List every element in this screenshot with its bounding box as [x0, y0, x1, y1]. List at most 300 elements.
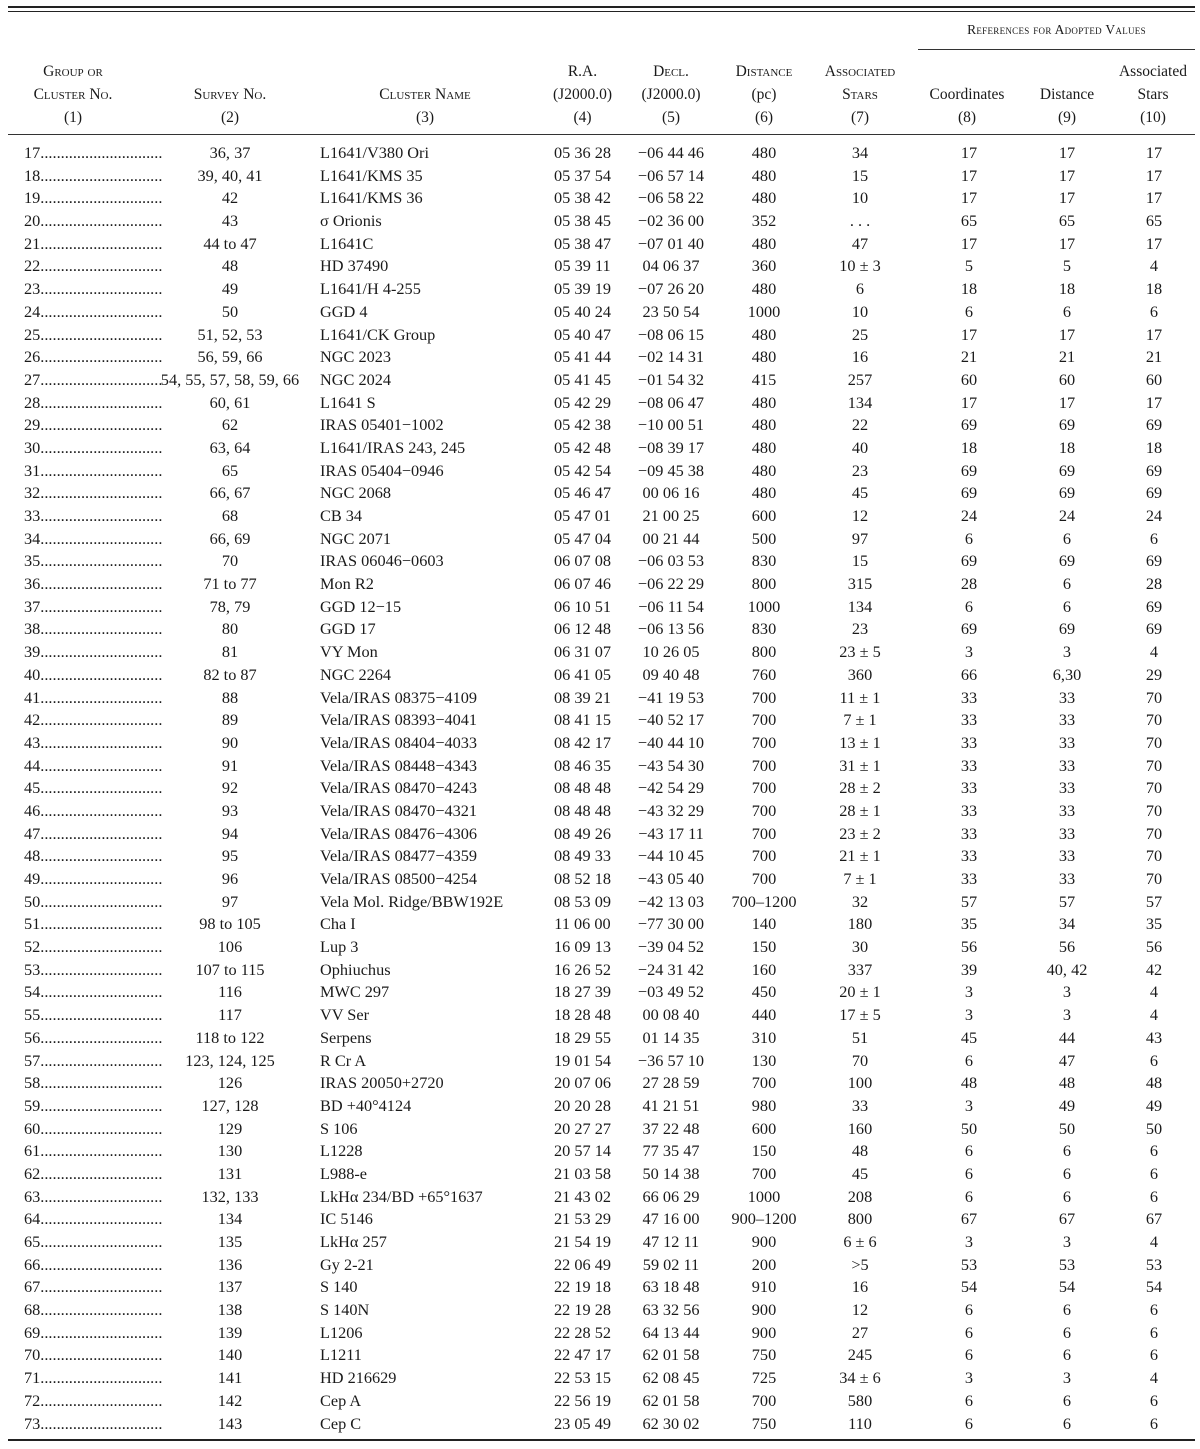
cell-ref-distance: 24: [1058, 506, 1076, 525]
cell-associated-stars: 134: [847, 392, 873, 412]
cell-associated-stars: 21 ± 1: [839, 846, 881, 866]
cell-ref-coordinates: 56: [960, 937, 978, 957]
cell-distance: 725: [751, 1368, 777, 1388]
table-row: [0, 823, 1200, 846]
cell-ra: 06 12 48: [554, 619, 611, 639]
table-row: [0, 868, 1200, 891]
cell-associated-stars: 23 ± 5: [839, 642, 881, 662]
cell-associated-stars: 6 ± 6: [843, 1232, 877, 1251]
cell-distance: 360: [751, 256, 777, 276]
cell-associated-stars: 7 ± 1: [843, 869, 877, 888]
cell-ra: 05 47 01: [554, 506, 611, 525]
cell-distance: 140: [751, 914, 777, 934]
cell-ref-associated-stars: 54: [1145, 1277, 1163, 1297]
column-header-line: Survey No.: [193, 86, 267, 103]
cell-ref-associated-stars: 17: [1145, 233, 1163, 253]
cell-decl: −40 44 10: [637, 732, 705, 752]
cell-survey-no: 139: [217, 1322, 243, 1342]
cell-ra: 06 07 08: [554, 551, 611, 571]
cell-ref-associated-stars: 49: [1145, 1095, 1163, 1115]
cell-decl: −07 26 20: [637, 279, 705, 299]
cell-distance: 1000: [747, 1186, 781, 1206]
cell-cluster-no: 18..............................: [24, 165, 163, 185]
cell-distance: 1000: [747, 596, 781, 616]
cell-distance: 910: [751, 1277, 777, 1297]
cell-ref-distance: 17: [1058, 165, 1076, 185]
cell-associated-stars: 13 ± 1: [839, 732, 881, 752]
cell-survey-no: 136: [217, 1254, 243, 1274]
cell-ref-coordinates: 5: [964, 256, 974, 276]
cell-decl: −43 05 40: [637, 869, 705, 888]
column-header-line: Coordinates: [929, 86, 1005, 103]
cell-cluster-no: 69..............................: [24, 1322, 163, 1342]
cell-decl: 66 06 29: [642, 1186, 700, 1206]
cell-decl: −06 58 22: [637, 188, 705, 208]
cell-ra: 08 41 15: [554, 710, 611, 730]
cell-cluster-no: 55..............................: [24, 1005, 163, 1025]
cell-survey-no: 51, 52, 53: [197, 324, 263, 344]
cell-ref-associated-stars: 70: [1145, 800, 1163, 820]
table-row: [0, 1276, 1200, 1299]
column-header-line: Distance: [735, 63, 793, 80]
cell-associated-stars: 208: [847, 1186, 873, 1206]
cell-distance: 760: [751, 664, 777, 684]
cell-associated-stars: 28 ± 1: [839, 800, 881, 820]
cell-cluster-name: GGD 12−15: [320, 596, 402, 616]
cell-cluster-no: 50..............................: [24, 891, 163, 911]
cell-survey-no: 116: [218, 982, 242, 1002]
cell-ra: 08 49 33: [554, 846, 611, 866]
cell-distance: 480: [751, 324, 777, 344]
cell-ref-associated-stars: 4: [1149, 642, 1159, 662]
cell-ref-distance: 33: [1058, 687, 1076, 707]
cell-survey-no: 140: [217, 1345, 243, 1365]
cell-ref-coordinates: 45: [960, 1027, 978, 1047]
cell-decl: 63 32 56: [642, 1300, 700, 1320]
cell-distance: 450: [751, 982, 777, 1002]
cell-associated-stars: 257: [847, 369, 873, 389]
cell-ref-coordinates: 3: [964, 1095, 974, 1115]
cell-ref-distance: 33: [1058, 778, 1076, 798]
cell-ra: 19 01 54: [554, 1050, 611, 1070]
table-row: [0, 1027, 1200, 1050]
cell-decl: −24 31 42: [637, 959, 705, 979]
cell-ref-associated-stars: 56: [1145, 937, 1163, 957]
column-header-line: (9): [1057, 109, 1077, 126]
cell-ra: 16 09 13: [554, 937, 611, 957]
cell-survey-no: 107 to 115: [195, 959, 265, 979]
cell-ref-associated-stars: 18: [1145, 437, 1163, 457]
cell-cluster-no: 30..............................: [24, 437, 163, 457]
cell-cluster-name: R Cr A: [320, 1050, 367, 1070]
cell-ref-coordinates: 33: [960, 687, 978, 707]
cell-ra: 05 38 45: [554, 211, 611, 231]
cell-cluster-no: 22..............................: [24, 256, 163, 276]
cell-cluster-name: Cha I: [320, 914, 356, 934]
cell-associated-stars: 48: [851, 1141, 869, 1161]
table-row: [0, 1390, 1200, 1413]
cell-ref-coordinates: 24: [960, 506, 978, 525]
column-header-6: [718, 60, 810, 130]
cell-decl: −77 30 00: [637, 914, 705, 934]
cell-distance: 800: [751, 642, 777, 662]
cell-ref-associated-stars: 42: [1145, 959, 1163, 979]
column-header-line: Group or: [43, 63, 103, 80]
cell-cluster-no: 70..............................: [24, 1345, 163, 1365]
cell-ra: 05 47 04: [554, 528, 611, 548]
cell-ref-associated-stars: 69: [1145, 619, 1163, 639]
cell-survey-no: 137: [217, 1277, 243, 1297]
cell-ref-coordinates: 6: [964, 1050, 974, 1070]
cell-ref-associated-stars: 65: [1145, 211, 1163, 231]
cell-ref-associated-stars: 4: [1149, 1232, 1159, 1251]
cell-distance: 480: [751, 460, 777, 480]
table-row: [0, 891, 1200, 914]
cell-survey-no: 65: [221, 460, 239, 480]
table-row: [0, 1208, 1200, 1231]
cell-decl: 04 06 37: [642, 256, 700, 276]
cell-distance: 480: [751, 143, 777, 162]
cell-survey-no: 44 to 47: [203, 233, 257, 253]
cell-cluster-name: NGC 2071: [320, 528, 392, 548]
cell-ref-distance: 6: [1062, 1322, 1072, 1342]
cell-distance: 415: [751, 369, 777, 389]
cell-survey-no: 130: [217, 1141, 243, 1161]
cell-ref-distance: 3: [1062, 982, 1072, 1002]
cell-cluster-name: Vela/IRAS 08476−4306: [320, 823, 478, 843]
cell-associated-stars: 11 ± 1: [839, 687, 881, 707]
cell-cluster-no: 35..............................: [24, 551, 163, 571]
column-header-line: (6): [754, 109, 774, 126]
cell-decl: −06 13 56: [637, 619, 705, 639]
cell-ref-distance: 48: [1058, 1073, 1076, 1093]
cell-decl: 10 26 05: [642, 642, 700, 662]
table-row: [0, 664, 1200, 687]
cell-ra: 18 28 48: [554, 1005, 611, 1025]
table-row: [0, 959, 1200, 982]
cell-associated-stars: 45: [851, 483, 869, 503]
cell-distance: 700: [751, 869, 777, 888]
cell-survey-no: 39, 40, 41: [197, 165, 263, 185]
cell-ref-coordinates: 6: [964, 1322, 974, 1342]
cell-decl: −06 57 14: [637, 165, 705, 185]
cell-ref-distance: 18: [1058, 279, 1076, 299]
cell-cluster-no: 63..............................: [24, 1186, 163, 1206]
cell-cluster-no: 66..............................: [24, 1254, 163, 1274]
cell-survey-no: 66, 69: [209, 528, 251, 548]
cell-survey-no: 49: [221, 279, 239, 299]
cell-ref-coordinates: 48: [960, 1073, 978, 1093]
cell-ref-distance: 5: [1062, 256, 1072, 276]
cell-ref-distance: 6: [1062, 1141, 1072, 1161]
cell-ra: 05 42 54: [554, 460, 611, 480]
cell-survey-no: 129: [217, 1118, 243, 1138]
cell-ref-coordinates: 6: [964, 1186, 974, 1206]
cell-decl: −42 54 29: [637, 778, 705, 798]
cell-survey-no: 106: [217, 937, 243, 957]
cell-ref-coordinates: 21: [960, 347, 978, 367]
cell-ref-associated-stars: 17: [1145, 165, 1163, 185]
cell-ref-associated-stars: 69: [1145, 596, 1163, 616]
table-body: [0, 142, 1200, 1435]
column-header-line: Distance: [1039, 86, 1095, 103]
cell-ref-distance: 17: [1058, 143, 1076, 162]
cell-associated-stars: 360: [847, 664, 873, 684]
cell-cluster-no: 51..............................: [24, 914, 163, 934]
column-header-1: [8, 60, 138, 130]
table-row: [0, 1299, 1200, 1322]
cell-ref-distance: 60: [1058, 369, 1076, 389]
cell-distance: 480: [751, 165, 777, 185]
cell-ref-associated-stars: 60: [1145, 369, 1163, 389]
cell-associated-stars: 7 ± 1: [843, 710, 877, 730]
cell-ref-associated-stars: 28: [1145, 574, 1163, 594]
cell-ref-distance: 53: [1058, 1254, 1076, 1274]
cell-decl: −08 06 47: [637, 392, 705, 412]
cell-ra: 05 42 48: [554, 437, 611, 457]
table-row: [0, 913, 1200, 936]
cell-distance: 800: [751, 574, 777, 594]
cell-ref-distance: 56: [1058, 937, 1076, 957]
cell-cluster-no: 37..............................: [24, 596, 163, 616]
cell-distance: 700: [751, 1390, 777, 1410]
cell-cluster-no: 43..............................: [24, 732, 163, 752]
column-header-line: (7): [850, 109, 870, 126]
cell-cluster-name: Vela/IRAS 08470−4243: [320, 778, 478, 798]
cell-survey-no: 127, 128: [201, 1095, 259, 1115]
cell-cluster-name: Vela/IRAS 08448−4343: [320, 755, 478, 775]
table-row: [0, 1231, 1200, 1254]
table-row: [0, 573, 1200, 596]
cell-distance: 700: [751, 755, 777, 775]
cell-associated-stars: 10: [851, 301, 869, 321]
table-row: [0, 1050, 1200, 1073]
cell-survey-no: 82 to 87: [203, 664, 257, 684]
table-row: [0, 981, 1200, 1004]
cell-ra: 05 39 19: [554, 279, 611, 299]
cell-ref-associated-stars: 6: [1149, 1186, 1159, 1206]
cell-distance: 480: [751, 233, 777, 253]
table-row: [0, 1118, 1200, 1141]
cell-ref-coordinates: 33: [960, 869, 978, 888]
cell-distance: 150: [751, 937, 777, 957]
cell-ref-coordinates: 28: [960, 574, 978, 594]
cell-associated-stars: 160: [847, 1118, 873, 1138]
cell-associated-stars: 10: [851, 188, 869, 208]
cell-ref-distance: 33: [1058, 710, 1076, 730]
cell-cluster-name: CB 34: [320, 506, 363, 525]
cell-associated-stars: 180: [847, 914, 873, 934]
cell-distance: 700: [751, 732, 777, 752]
cell-ref-associated-stars: 43: [1145, 1027, 1163, 1047]
cell-ref-associated-stars: 6: [1149, 1345, 1159, 1365]
table-row: [0, 505, 1200, 528]
cell-cluster-no: 20..............................: [24, 211, 163, 231]
cell-cluster-no: 72..............................: [24, 1390, 163, 1410]
table-row: [0, 437, 1200, 460]
cell-cluster-no: 29..............................: [24, 415, 163, 435]
cell-associated-stars: 12: [851, 506, 869, 525]
cell-cluster-no: 58..............................: [24, 1073, 163, 1093]
cell-distance: 480: [751, 415, 777, 435]
cell-ref-coordinates: 69: [960, 551, 978, 571]
cell-ra: 08 46 35: [554, 755, 611, 775]
cell-associated-stars: 17 ± 5: [839, 1005, 881, 1025]
column-header-line: (4): [573, 109, 592, 126]
cell-cluster-no: 47..............................: [24, 823, 163, 843]
column-header-line: (J2000.0): [553, 86, 612, 103]
cell-ref-associated-stars: 48: [1145, 1073, 1163, 1093]
cell-decl: 37 22 48: [642, 1118, 700, 1138]
cell-ra: 18 29 55: [554, 1027, 611, 1047]
cell-ref-associated-stars: 17: [1145, 143, 1163, 162]
cell-distance: 352: [751, 211, 777, 231]
cell-cluster-name: σ Orionis: [320, 211, 382, 231]
cell-associated-stars: 34 ± 6: [839, 1368, 881, 1388]
table-row: [0, 187, 1200, 210]
cell-ref-associated-stars: 17: [1145, 324, 1163, 344]
cell-ra: 20 57 14: [554, 1141, 611, 1161]
column-header-line: (2): [220, 109, 240, 126]
cell-ref-associated-stars: 4: [1149, 1005, 1159, 1025]
cell-decl: −07 01 40: [637, 233, 705, 253]
cell-ref-distance: 6: [1062, 1345, 1072, 1365]
cell-ref-associated-stars: 70: [1145, 755, 1163, 775]
cell-distance: 980: [751, 1095, 777, 1115]
cell-decl: 00 06 16: [642, 483, 700, 503]
cell-ref-associated-stars: 35: [1145, 914, 1163, 934]
cell-decl: −06 22 29: [637, 574, 705, 594]
cell-ra: 08 52 18: [554, 869, 611, 888]
cell-cluster-name: Cep C: [320, 1413, 362, 1433]
cell-ref-coordinates: 39: [960, 959, 978, 979]
cell-survey-no: 135: [217, 1232, 243, 1251]
table-row: [0, 618, 1200, 641]
table-row: [0, 1163, 1200, 1186]
column-header-line: Cluster No.: [33, 86, 113, 103]
table-row: [0, 233, 1200, 256]
cell-cluster-name: IRAS 06046−0603: [320, 551, 444, 571]
bottom-rule: [8, 1439, 1195, 1441]
cell-ref-distance: 65: [1058, 211, 1076, 231]
column-header-line: Cluster Name: [379, 86, 471, 103]
cell-decl: 62 30 02: [642, 1413, 700, 1433]
cell-ra: 08 48 48: [554, 778, 611, 798]
cell-cluster-name: L1641/V380 Ori: [320, 143, 429, 162]
cell-associated-stars: 245: [847, 1345, 873, 1365]
column-header-line: Associated: [1118, 63, 1187, 80]
cell-ref-distance: 6: [1062, 1413, 1072, 1433]
cell-ref-coordinates: 33: [960, 800, 978, 820]
cell-decl: 27 28 59: [642, 1073, 700, 1093]
cell-cluster-no: 65..............................: [24, 1232, 163, 1251]
cell-ref-distance: 6: [1062, 574, 1072, 594]
cell-associated-stars: 30: [851, 937, 869, 957]
cell-cluster-no: 40..............................: [24, 664, 163, 684]
cell-decl: 09 40 48: [642, 664, 700, 684]
cell-cluster-name: L1641/KMS 36: [320, 188, 423, 208]
cell-cluster-no: 36..............................: [24, 574, 163, 594]
cell-decl: −39 04 52: [637, 937, 705, 957]
cell-cluster-no: 27..............................: [24, 369, 163, 389]
cell-ra: 23 05 49: [554, 1413, 611, 1433]
cell-distance: 750: [751, 1345, 777, 1365]
cell-cluster-no: 41..............................: [24, 687, 163, 707]
table-row: [0, 1254, 1200, 1277]
column-header-line: (1): [63, 109, 83, 126]
cell-decl: −10 00 51: [637, 415, 705, 435]
cell-distance: 480: [751, 279, 777, 299]
cell-ref-coordinates: 17: [960, 165, 978, 185]
cell-cluster-no: 61..............................: [24, 1141, 163, 1161]
cell-decl: −06 03 53: [637, 551, 705, 571]
cell-survey-no: 134: [217, 1209, 243, 1229]
table-row: [0, 709, 1200, 732]
cell-ref-coordinates: 6: [964, 1141, 974, 1161]
cell-ref-associated-stars: 6: [1149, 301, 1159, 321]
cell-cluster-no: 68..............................: [24, 1300, 163, 1320]
cell-ra: 22 56 19: [554, 1390, 611, 1410]
cell-cluster-name: L1211: [320, 1345, 362, 1365]
cell-ref-distance: 6: [1062, 301, 1072, 321]
cell-distance: 480: [751, 483, 777, 503]
cell-cluster-name: IRAS 20050+2720: [320, 1073, 444, 1093]
cell-cluster-name: HD 216629: [320, 1368, 397, 1388]
cell-decl: −09 45 38: [637, 460, 705, 480]
cell-associated-stars: 22: [851, 415, 869, 435]
cell-ref-coordinates: 17: [960, 392, 978, 412]
cell-cluster-name: HD 37490: [320, 256, 389, 276]
cell-survey-no: 88: [221, 687, 239, 707]
cell-distance: 830: [751, 619, 777, 639]
cell-distance: 480: [751, 392, 777, 412]
references-header: References for Adopted Values: [967, 22, 1146, 37]
cell-survey-no: 126: [217, 1073, 243, 1093]
cell-survey-no: 123, 124, 125: [185, 1050, 275, 1070]
cell-ra: 08 42 17: [554, 732, 611, 752]
table-row: [0, 755, 1200, 778]
cell-survey-no: 94: [221, 823, 239, 843]
cell-ra: 05 42 38: [554, 415, 611, 435]
cell-survey-no: 56, 59, 66: [197, 347, 263, 367]
cell-ref-associated-stars: 69: [1145, 483, 1163, 503]
cell-survey-no: 43: [221, 211, 239, 231]
cell-decl: 00 21 44: [642, 528, 700, 548]
cell-cluster-no: 23..............................: [24, 279, 163, 299]
cell-ref-distance: 33: [1058, 846, 1076, 866]
cell-distance: 700–1200: [731, 891, 797, 911]
cell-cluster-no: 39..............................: [24, 642, 163, 662]
table-row: [0, 255, 1200, 278]
column-header-line: (5): [661, 109, 681, 126]
cell-associated-stars: 800: [847, 1209, 873, 1229]
cell-associated-stars: 51: [851, 1027, 869, 1047]
column-header-line: Stars: [842, 86, 878, 103]
cell-distance: 700: [751, 778, 777, 798]
cell-associated-stars: 27: [851, 1322, 869, 1342]
cell-cluster-no: 67..............................: [24, 1277, 163, 1297]
cell-ref-coordinates: 3: [964, 1368, 974, 1388]
cell-decl: −08 39 17: [637, 437, 705, 457]
cell-ref-associated-stars: 70: [1145, 823, 1163, 843]
cell-distance: 700: [751, 710, 777, 730]
cell-ref-coordinates: 33: [960, 823, 978, 843]
cell-ref-associated-stars: 70: [1145, 687, 1163, 707]
cell-ra: 20 27 27: [554, 1118, 611, 1138]
cell-distance: 1000: [747, 301, 781, 321]
cell-cluster-name: NGC 2264: [320, 664, 392, 684]
cell-decl: −08 06 15: [637, 324, 705, 344]
